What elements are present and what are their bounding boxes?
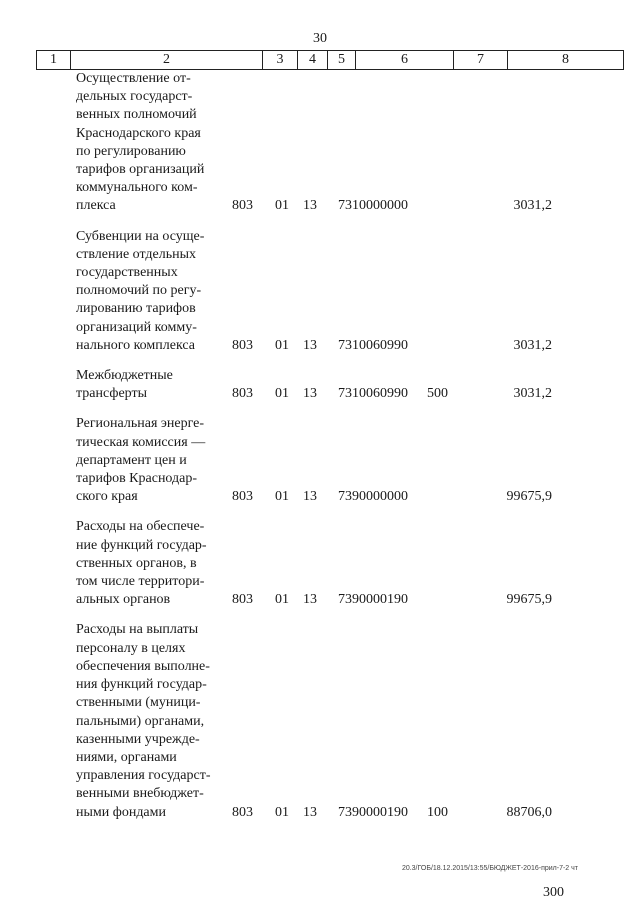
header-col-2: 2 [70, 51, 262, 69]
row-subsection: 13 [303, 386, 317, 402]
row-grbs: 803 [232, 592, 253, 608]
row-expense-type: 100 [427, 804, 448, 820]
header-col-1: 1 [36, 51, 70, 69]
row-section: 01 [275, 804, 289, 820]
row-target-code: 7310000000 [338, 198, 408, 214]
table-row [0, 228, 640, 355]
header-col-5: 5 [327, 51, 355, 69]
row-section: 01 [275, 386, 289, 402]
row-grbs: 803 [232, 386, 253, 402]
header-col-6: 6 [355, 51, 453, 69]
row-description: Осуществление от- дельных государст- венных полномочий Краснодарского края по регулированию тарифов организаций коммунального ком- плекса [76, 71, 205, 214]
row-amount: 99675,9 [506, 592, 552, 608]
table-row [0, 621, 640, 821]
header-col-4: 4 [297, 51, 327, 69]
row-description: Межбюджетные трансферты [76, 368, 173, 402]
row-amount: 3031,2 [513, 198, 552, 214]
header-col-7: 7 [453, 51, 507, 69]
row-amount: 3031,2 [513, 386, 552, 402]
footer-stamp: 20.3/ГОБ/18.12.2015/13:55/БЮДЖЕТ-2016-прил-7-2 чт [401, 865, 578, 872]
row-amount: 3031,2 [513, 337, 552, 353]
header-col-3: 3 [262, 51, 297, 69]
sheet-number: 300 [543, 885, 564, 900]
table-header [36, 50, 624, 70]
table-row [0, 415, 640, 506]
table-body [0, 70, 640, 834]
row-target-code: 7390000000 [338, 489, 408, 505]
row-section: 01 [275, 337, 289, 353]
row-section: 01 [275, 592, 289, 608]
table-row [0, 367, 640, 403]
row-description: Региональная энерге- тическая комиссия — департамент цен и тарифов Краснодар- ского края [76, 416, 206, 505]
row-target-code: 7310060990 [338, 386, 408, 402]
row-target-code: 7310060990 [338, 337, 408, 353]
row-grbs: 803 [232, 489, 253, 505]
row-section: 01 [275, 489, 289, 505]
row-amount: 99675,9 [506, 489, 552, 505]
row-target-code: 7390000190 [338, 804, 408, 820]
row-subsection: 13 [303, 804, 317, 820]
row-grbs: 803 [232, 198, 253, 214]
row-grbs: 803 [232, 337, 253, 353]
row-description: Расходы на выплаты персоналу в целях обеспечения выполне- ния функций государ- ственными (муници- пальными) органами, казенными учрежде- ниями, органами управления государст- венными внебюджет- ными фондами [76, 622, 211, 820]
table-row [0, 518, 640, 609]
row-section: 01 [275, 198, 289, 214]
row-subsection: 13 [303, 198, 317, 214]
row-target-code: 7390000190 [338, 592, 408, 608]
row-description: Субвенции на осуще- ствление отдельных государственных полномочий по регу- лированию тарифов организаций комму- нального комплекса [76, 228, 205, 353]
row-amount: 88706,0 [506, 804, 552, 820]
table-row [0, 70, 640, 216]
page-number: 30 [313, 31, 327, 46]
row-subsection: 13 [303, 489, 317, 505]
row-subsection: 13 [303, 337, 317, 353]
header-col-8: 8 [507, 51, 624, 69]
row-grbs: 803 [232, 804, 253, 820]
row-subsection: 13 [303, 592, 317, 608]
row-expense-type: 500 [427, 386, 448, 402]
row-description: Расходы на обеспече- ние функций государ- ственных органов, в том числе территори- альных органов [76, 519, 207, 608]
